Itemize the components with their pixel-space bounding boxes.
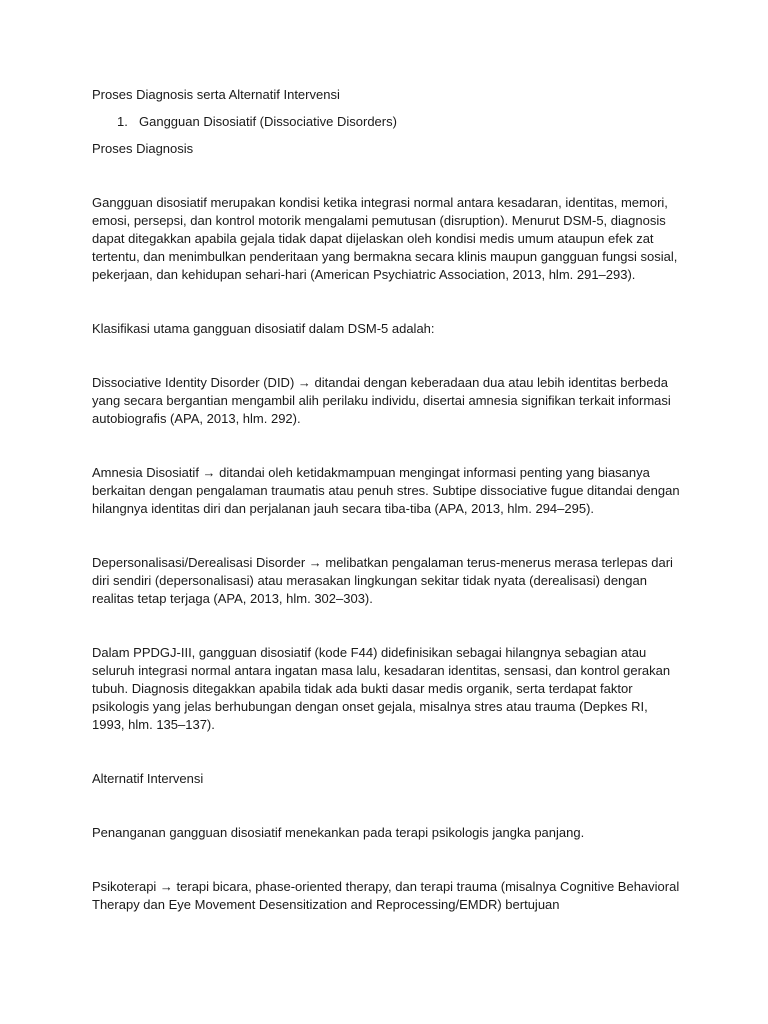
- paragraph-did: Dissociative Identity Disorder (DID) → ditandai dengan keberadaan dua atau lebih identitas berbeda yang secara bergantian mengambil alih perilaku individu, disertai amnesia signifikan terkait informasi autobiografis (APA, 2013, hlm. 292).: [92, 375, 671, 426]
- document-body: [92, 86, 682, 950]
- paragraph-psychotherapy: Psikoterapi → terapi bicara, phase-oriented therapy, dan terapi trauma (misalnya Cognitive Behavioral Therapy dan Eye Movement Desensitization and Reprocessing/EMDR) bertujuan: [92, 879, 680, 912]
- numbered-list-item: [117, 113, 682, 131]
- paragraph-treatment: Penanganan gangguan disosiatif menekankan pada terapi psikologis jangka panjang.: [92, 825, 585, 840]
- paragraph-definition: Gangguan disosiatif merupakan kondisi ketika integrasi normal antara kesadaran, identitas, memori, emosi, persepsi, dan kontrol motorik mengalami pemutusan (disruption). Menurut DSM-5, diagnosis dapat ditegakkan apabila gejala tidak dapat dijelaskan oleh kondisi medis umum ataupun efek zat tertentu, dan menimbulkan penderitaan yang bermakna secara klinis maupun gangguan fungsi sosial, pekerjaan, dan kehidupan sehari-hari (American Psychiatric Association, 2013, hlm. 291–293).: [92, 195, 678, 282]
- list-item-text: Gangguan Disosiatif (Dissociative Disorders): [139, 114, 397, 129]
- section-heading-intervention: Alternatif Intervensi: [92, 771, 204, 786]
- paragraph-depersonalization: Depersonalisasi/Derealisasi Disorder → melibatkan pengalaman terus-menerus merasa terlepas dari diri sendiri (depersonalisasi) atau merasakan lingkungan sekitar tidak nyata (derealisasi) dengan realitas tetap terjaga (APA, 2013, hlm. 302–303).: [92, 555, 673, 606]
- paragraph-ppdgj: Dalam PPDGJ-III, gangguan disosiatif (kode F44) didefinisikan sebagai hilangnya sebagian atau seluruh integrasi normal antara ingatan masa lalu, kesadaran identitas, sensasi, dan kontrol gerakan tubuh. Diagnosis ditegakkan apabila tidak ada bukti dasar medis organik, serta terdapat faktor psikologis yang jelas berhubungan dengan onset gejala, misalnya stres atau trauma (Depkes RI, 1993, hlm. 135–137).: [92, 645, 671, 732]
- list-number: 1.: [117, 114, 128, 129]
- paragraph-classification-intro: Klasifikasi utama gangguan disosiatif dalam DSM-5 adalah:: [92, 321, 435, 336]
- paragraph-amnesia: Amnesia Disosiatif → ditandai oleh ketidakmampuan mengingat informasi penting yang biasanya berkaitan dengan pengalaman traumatis atau penuh stres. Subtipe dissociative fugue ditandai dengan hilangnya identitas diri dan perjalanan jauh secara tiba-tiba (APA, 2013, hlm. 294–295).: [92, 465, 680, 516]
- document-title: Proses Diagnosis serta Alternatif Intervensi: [92, 87, 340, 102]
- section-heading-diagnosis: Proses Diagnosis: [92, 141, 194, 156]
